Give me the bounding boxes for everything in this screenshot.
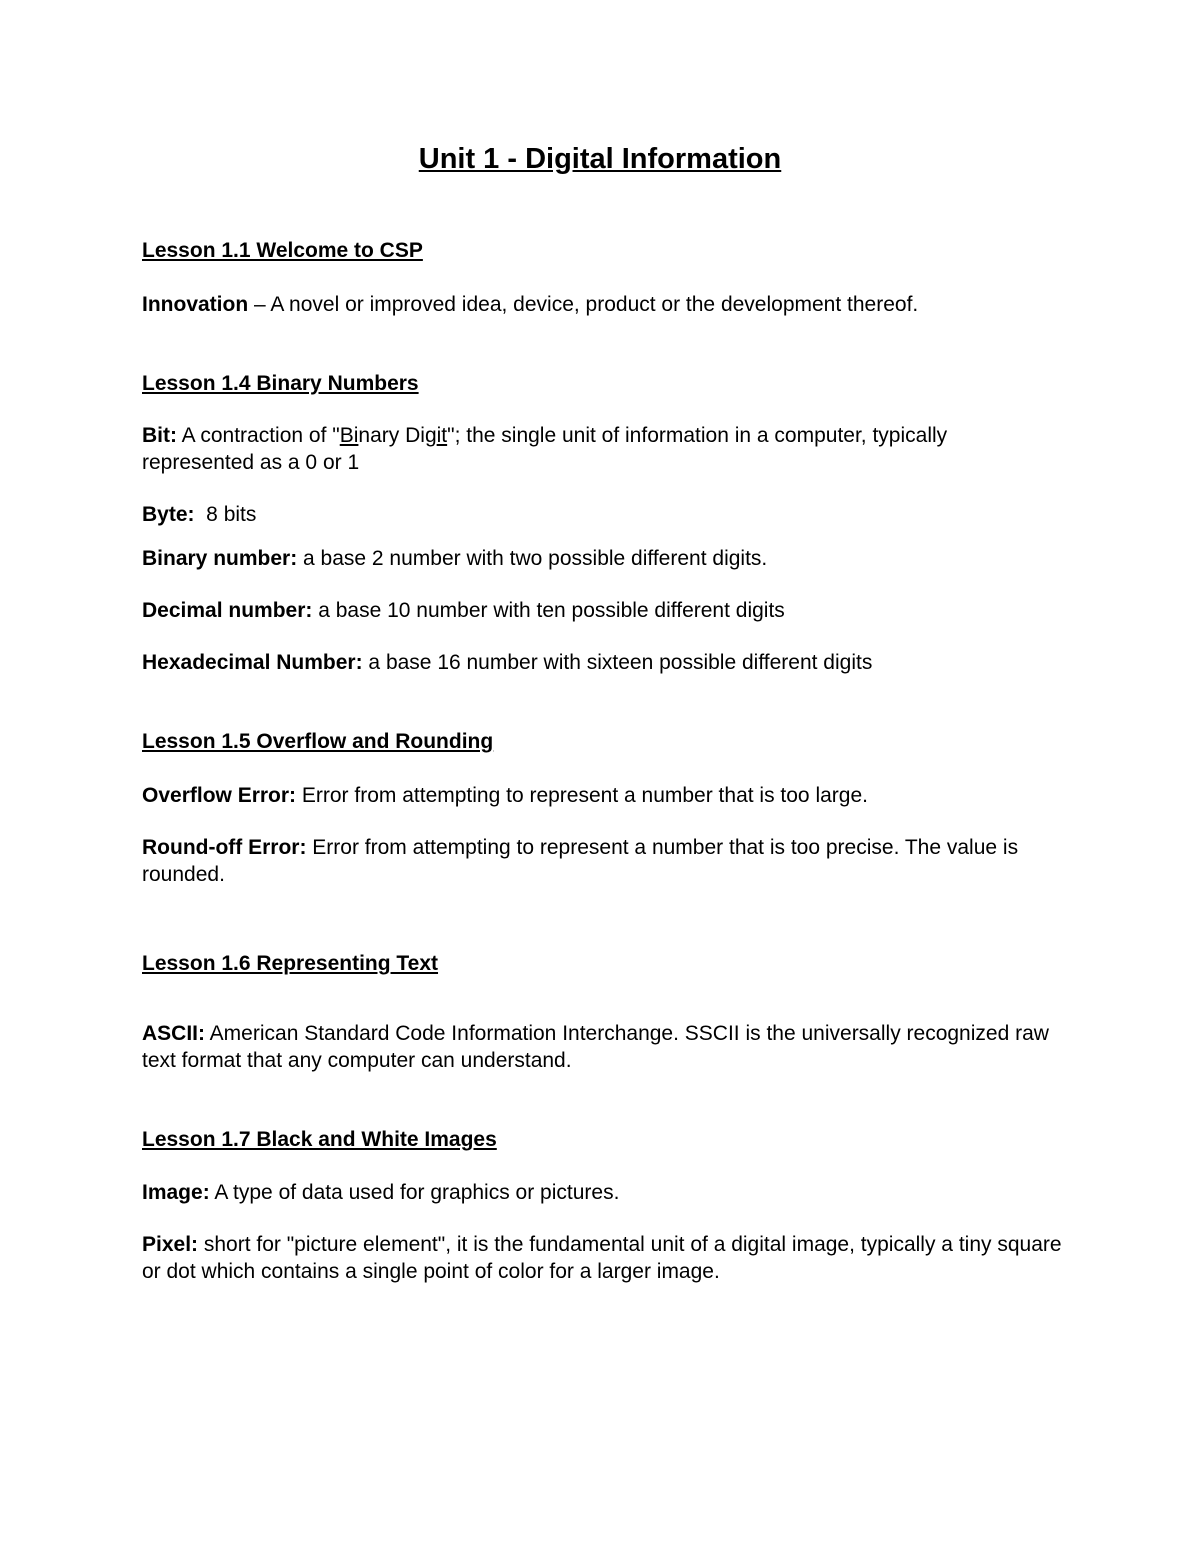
definition-hexadecimal-number	[142, 649, 1062, 676]
def-hexadecimal-number: a base 16 number with sixteen possible different digits	[362, 651, 873, 674]
definition-pixel	[142, 1231, 1062, 1285]
definition-byte	[142, 501, 1062, 528]
term-bit: Bit:	[142, 424, 177, 447]
term-pixel: Pixel:	[142, 1233, 199, 1256]
def-ascii: American Standard Code Information Interchange. SSCII is the universally recognized raw text format that any computer can understand.	[142, 1022, 1049, 1072]
definition-ascii	[142, 1020, 1062, 1074]
lesson-1-1-heading: Lesson 1.1 Welcome to CSP	[142, 239, 423, 262]
page-title: Unit 1 - Digital Information	[418, 143, 782, 175]
def-innovation: – A novel or improved idea, device, product or the development thereof.	[248, 293, 919, 316]
term-hexadecimal-number: Hexadecimal Number:	[142, 651, 363, 674]
term-ascii: ASCII:	[142, 1022, 205, 1045]
def-overflow-error: Error from attempting to represent a number that is too large.	[296, 784, 868, 807]
lesson-1-5-heading: Lesson 1.5 Overflow and Rounding	[142, 730, 494, 753]
lesson-1-6-heading: Lesson 1.6 Representing Text	[142, 952, 439, 975]
term-image: Image:	[142, 1181, 210, 1204]
lesson-1-4-heading: Lesson 1.4 Binary Numbers	[142, 372, 419, 395]
def-binary-number: a base 2 number with two possible different digits.	[297, 547, 768, 570]
definition-decimal-number	[142, 597, 1062, 624]
definition-bit	[142, 422, 1062, 476]
def-bit-underline-bi: Bi	[339, 424, 359, 447]
def-pixel: short for "picture element", it is the fundamental unit of a digital image, typically a tiny square or dot which contains a single point of color for a larger image.	[142, 1233, 1062, 1283]
lesson-1-7-heading: Lesson 1.7 Black and White Images	[142, 1128, 497, 1151]
def-image: A type of data used for graphics or pictures.	[209, 1181, 620, 1204]
def-bit-c: "; the single unit of information in a computer, typically represented as a 0 or 1	[142, 424, 948, 474]
def-bit-a: A contraction of "	[177, 424, 340, 447]
def-bit-underline-it: it	[436, 424, 448, 447]
def-decimal-number: a base 10 number with ten possible different digits	[312, 599, 785, 622]
term-binary-number: Binary number:	[142, 547, 298, 570]
term-overflow-error: Overflow Error:	[142, 784, 297, 807]
definition-innovation	[142, 291, 1062, 318]
def-bit-b: nary Dig	[358, 424, 437, 447]
definition-roundoff-error	[142, 834, 1062, 888]
term-innovation: Innovation	[142, 293, 249, 316]
definition-image	[142, 1179, 1062, 1206]
def-byte: 8 bits	[194, 503, 257, 526]
def-roundoff-error: Error from attempting to represent a number that is too precise. The value is rounded.	[142, 836, 1019, 886]
definition-binary-number	[142, 545, 1062, 572]
definition-overflow-error	[142, 782, 1062, 809]
term-roundoff-error: Round-off Error:	[142, 836, 307, 859]
term-decimal-number: Decimal number:	[142, 599, 313, 622]
term-byte: Byte:	[142, 503, 195, 526]
